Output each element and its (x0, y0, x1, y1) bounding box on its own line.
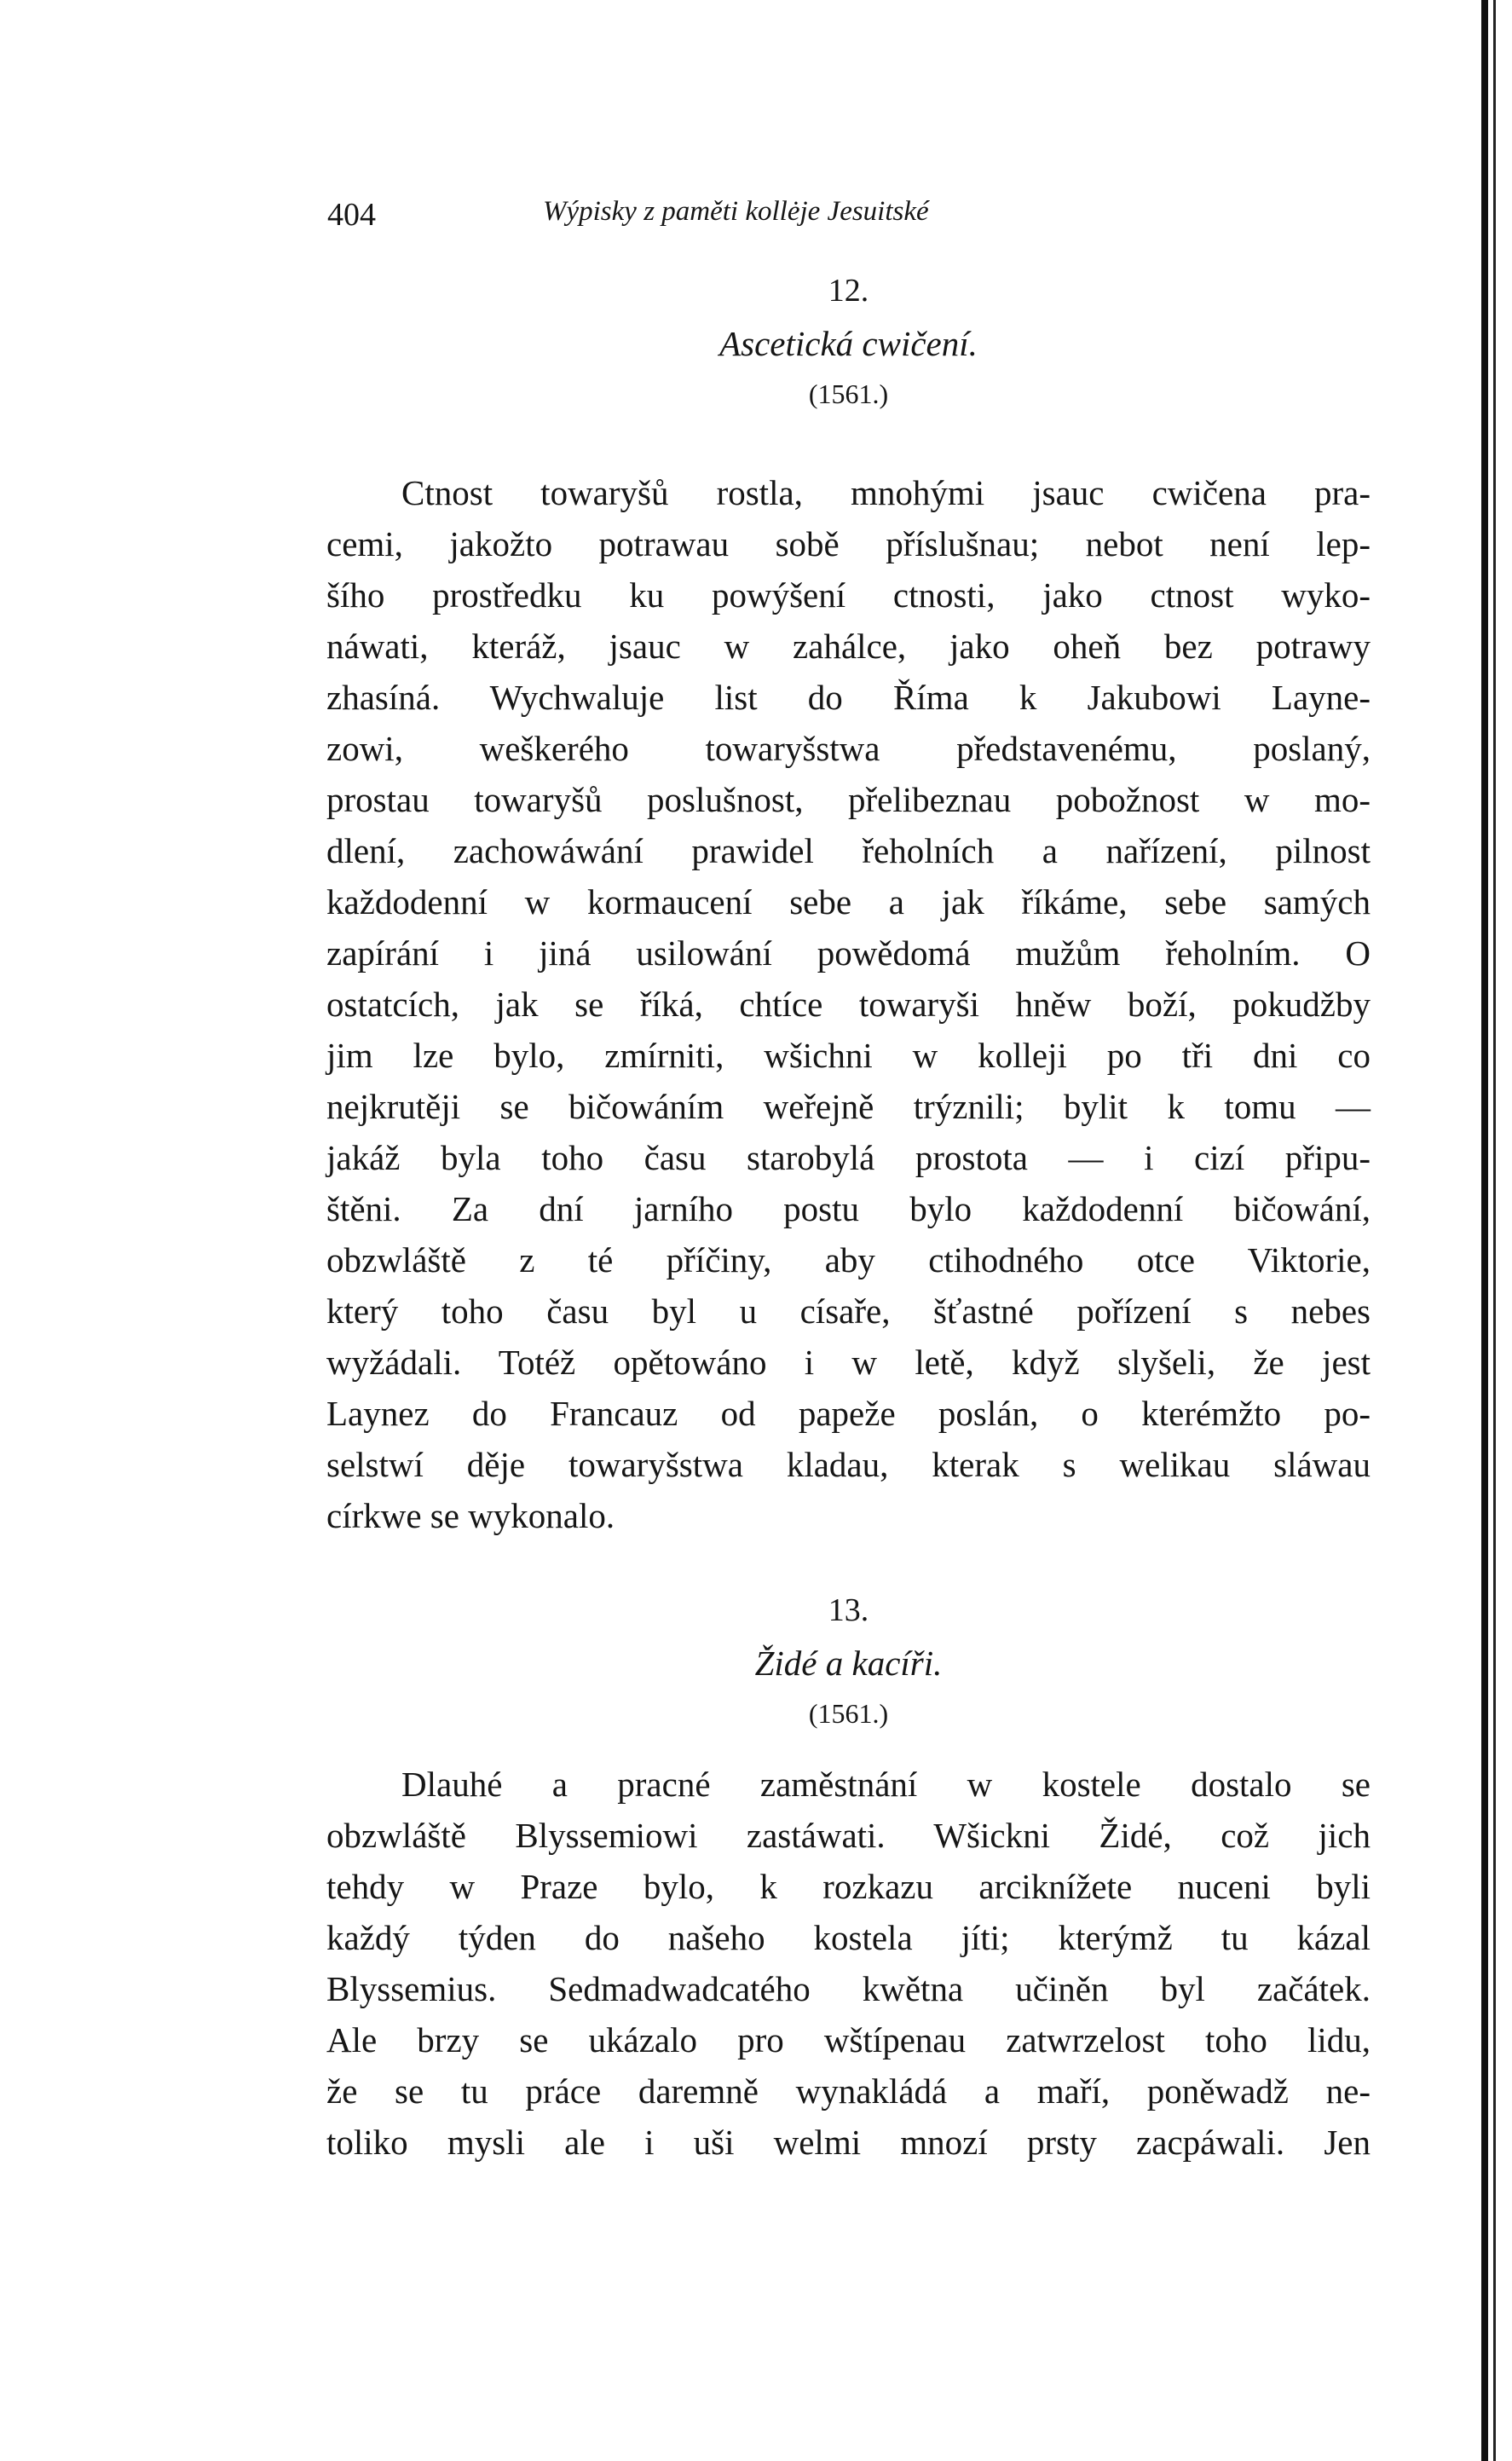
text-line: šího prostředku ku powýšení ctnosti, jako ctnost wyko- (326, 575, 1371, 615)
page-edge-shadow (1481, 0, 1488, 2461)
section-12-body (326, 467, 1371, 1541)
section-number: 12. (828, 273, 869, 309)
section-year: (1561.) (808, 378, 889, 409)
section-number: 13. (828, 1592, 869, 1628)
text-line: že se tu práce daremně wynakládá a maří, poněwadž ne- (326, 2071, 1371, 2111)
section-year: (1561.) (808, 1698, 889, 1729)
section-title: Židé a kacíři. (754, 1644, 943, 1683)
page-number: 404 (327, 197, 376, 233)
text-line: cemi, jakožto potrawau sobě příslušnau; nebot není lep- (326, 524, 1371, 563)
text-line: Ale brzy se ukázalo pro wštípenau zatwrzelost toho lidu, (326, 2020, 1371, 2059)
text-line: obzwláště z té příčiny, aby ctihodného otce Viktorie, (326, 1240, 1371, 1280)
text-line: Ctnost towaryšů rostla, mnohými jsauc cwičena pra- (401, 473, 1371, 512)
section-13-heading (326, 1584, 1371, 1737)
text-line: wyžádali. Totéž opětowáno i w letě, když slyšeli, že jest (326, 1343, 1371, 1382)
text-line: zapírání i jiná usilowání powědomá mužům řeholním. O (326, 933, 1371, 973)
page-edge-line (1493, 0, 1496, 2461)
text-line: který toho času byl u císaře, šťastné pořízení s nebes (326, 1291, 1371, 1331)
text-line: selstwí děje towaryšstwa kladau, kterak s welikau sláwau (326, 1445, 1371, 1484)
running-title: Wýpisky z paměti kollėje Jesuitské (543, 196, 929, 227)
text-line: každý týden do našeho kostela jíti; kterýmž tu kázal (326, 1918, 1371, 1957)
text-line: ostatcích, jak se říká, chtíce towaryši hněw boží, pokudžby (326, 985, 1371, 1024)
text-line: jakáž byla toho času starobylá prostota — i cizí připu- (326, 1138, 1371, 1177)
text-line: zowi, weškerého towaryšstwa představenému, poslaný, (326, 729, 1371, 768)
section-13-body (326, 1759, 1371, 2168)
section-title: Ascetická cwičení. (719, 324, 978, 363)
text-line: Laynez do Francauz od papeže poslán, o kterémžto po- (326, 1394, 1371, 1433)
section-12-heading (326, 264, 1371, 418)
text-line: obzwláště Blyssemiowi zastáwati. Wšickni Židé, což jich (326, 1816, 1371, 1855)
text-line: náwati, kteráž, jsauc w zahálce, jako oheň bez potrawy (326, 627, 1371, 666)
text-line: církwe se wykonalo. (326, 1496, 615, 1535)
text-line: prostau towaryšů poslušnost, přelibeznau pobožnost w mo- (326, 780, 1371, 819)
text-line: tehdy w Praze bylo, k rozkazu arciknížete nuceni byli (326, 1867, 1371, 1906)
text-line: nejkrutěji se bičowáním weřejně trýznili; bylit k tomu — (326, 1087, 1371, 1126)
text-line: dlení, zachowáwání prawidel řeholních a nařízení, pilnost (326, 831, 1371, 870)
text-line: zhasíná. Wychwaluje list do Říma k Jakubowi Layne- (326, 678, 1371, 717)
text-line: Blyssemius. Sedmadwadcatého kwětna učiněn byl začátek. (326, 1969, 1371, 2008)
text-line: Dlauhé a pracné zaměstnání w kostele dostalo se (401, 1765, 1371, 1804)
text-line: každodenní w kormaucení sebe a jak říkáme, sebe samých (326, 882, 1371, 921)
text-line: toliko mysli ale i uši welmi mnozí prsty zacpáwali. Jen (326, 2123, 1371, 2162)
text-line: jim lze bylo, zmírniti, wšichni w kolleji po tři dni co (326, 1036, 1371, 1075)
page-header (327, 189, 1376, 249)
text-line: štěni. Za dní jarního postu bylo každodenní bičowání, (326, 1189, 1371, 1228)
